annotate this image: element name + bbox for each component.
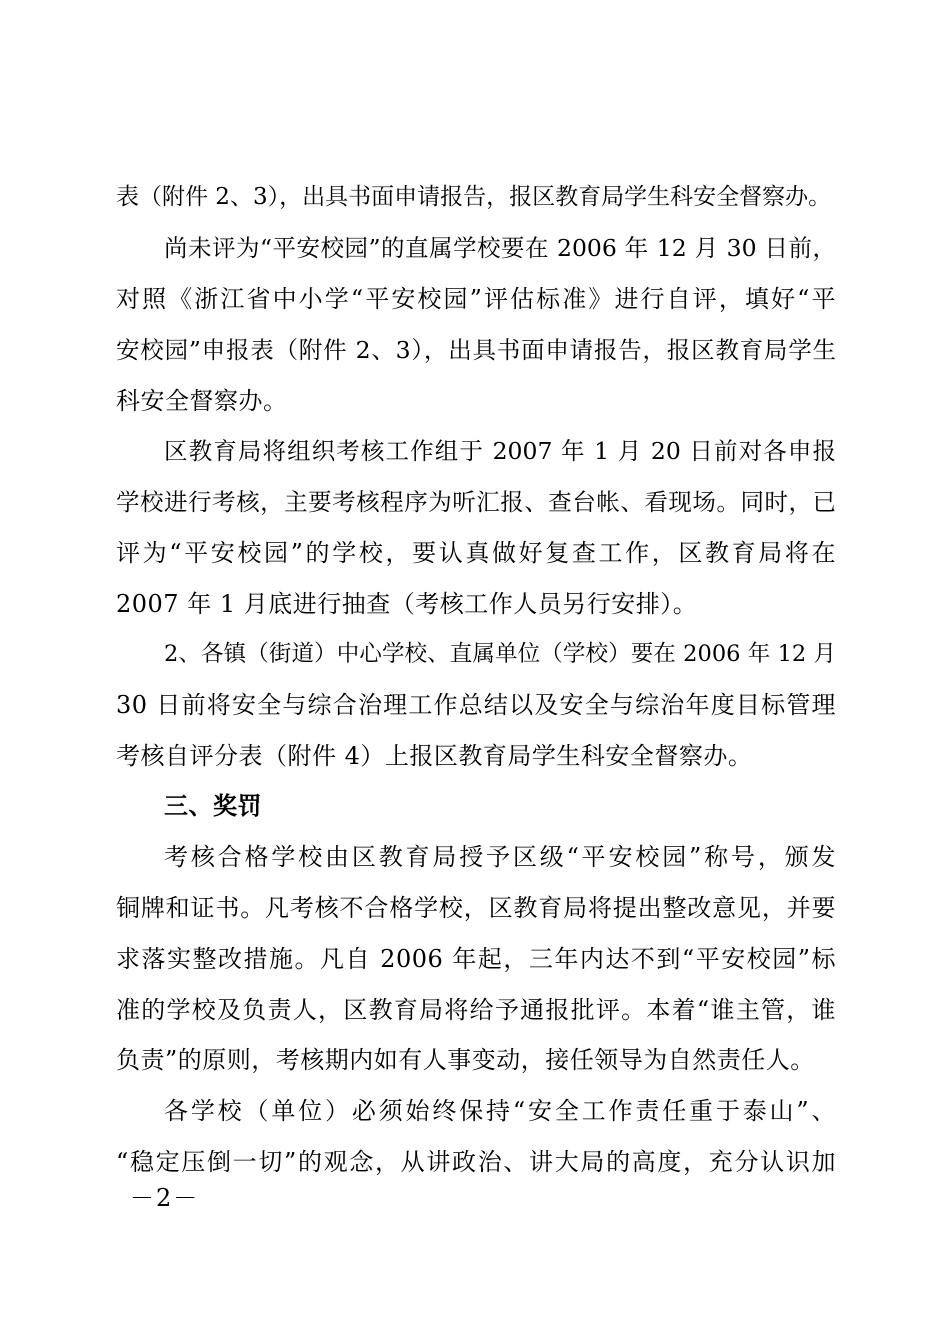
paragraph-1-line-1: 表（附件 2、3），出具书面申请报告，报区教育局学生科安全督察办。 (116, 184, 832, 210)
paragraph-2-line-3: 安校园”申报表（附件 2、3），出具书面申请报告，报区教育局学生 (116, 336, 836, 364)
paragraph-2-line-4: 科安全督察办。 (116, 387, 288, 415)
paragraph-5-line-5: 负责”的原则，考核期内如有人事变动，接任领导为自然责任人。 (116, 1046, 815, 1074)
paragraph-3-line-1: 区教育局将组织考核工作组于 2007 年 1 月 20 日前对各申报 (164, 437, 836, 465)
paragraph-5-line-2: 铜牌和证书。凡考核不合格学校，区教育局将提出整改意见，并要 (116, 894, 836, 922)
paragraph-4-line-1: 2、各镇（街道）中心学校、直属单位（学校）要在 2006 年 12 月 (164, 641, 836, 667)
paragraph-4-line-2: 30 日前将安全与综合治理工作总结以及安全与综治年度目标管理 (116, 691, 836, 719)
paragraph-2-line-1: 尚未评为“平安校园”的直属学校要在 2006 年 12 月 30 日前， (164, 234, 836, 262)
paragraph-3-line-4: 2007 年 1 月底进行抽查（考核工作人员另行安排）。 (116, 590, 698, 618)
paragraph-3-line-2: 学校进行考核，主要考核程序为听汇报、查台帐、看现场。同时，已 (116, 488, 836, 516)
paragraph-5-line-4: 准的学校及负责人，区教育局将给予通报批评。本着“谁主管，谁 (116, 996, 836, 1024)
paragraph-3-line-3: 评为“平安校园”的学校，要认真做好复查工作，区教育局将在 (116, 539, 836, 567)
paragraph-5-line-3: 求落实整改措施。凡自 2006 年起，三年内达不到“平安校园”标 (116, 945, 836, 973)
paragraph-4-line-3: 考核自评分表（附件 4）上报区教育局学生科安全督察办。 (116, 742, 753, 770)
paragraph-6-line-2: “稳定压倒一切”的观念，从讲政治、讲大局的高度，充分认识加 (116, 1148, 836, 1176)
page-number: －2－ (130, 1184, 200, 1212)
paragraph-5-line-1: 考核合格学校由区教育局授予区级“平安校园”称号，颁发 (164, 843, 836, 871)
section-heading: 三、奖罚 (164, 792, 262, 820)
paragraph-2-line-2: 对照《浙江省中小学“平安校园”评估标准》进行自评，填好“平 (116, 285, 836, 313)
paragraph-6-line-1: 各学校（单位）必须始终保持“安全工作责任重于泰山”、 (164, 1097, 836, 1125)
